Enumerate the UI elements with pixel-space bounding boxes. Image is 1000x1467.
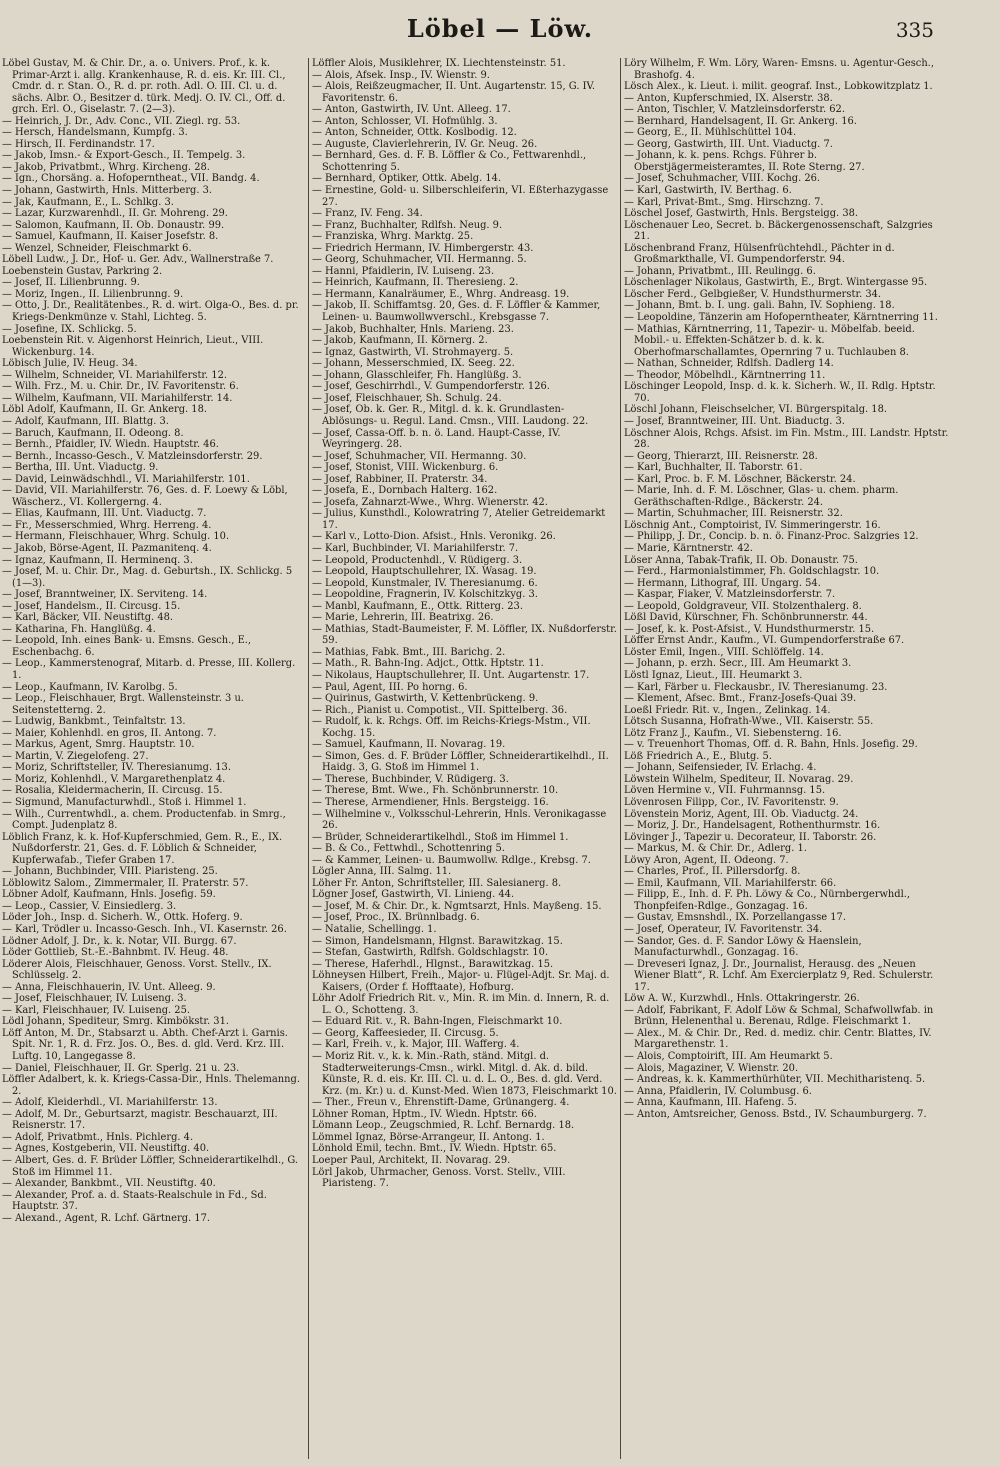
directory-entry: — Anton, Schneider, Ottk. Koslbodig. 12.: [312, 127, 517, 139]
directory-entry: Löderer Alois, Fleischhauer, Genoss. Vorst. Stellv., IX. Schlüsselg. 2.: [2, 958, 272, 982]
directory-entry: Lötsch Susanna, Hofrath-Wwe., VII. Kaiserstr. 55.: [624, 716, 874, 728]
directory-entry: — Georg, Thierarzt, III. Reisnerstr. 28.: [624, 450, 818, 462]
directory-entry: — Anton, Tischler, V. Matzleinsdorferstr. 62.: [624, 104, 845, 116]
directory-entry: — Quirinus, Gastwirth, V. Kettenbrückeng. 9.: [312, 693, 539, 705]
directory-entry: — Leopold, Productenhdl., V. Rüdigerg. 3.: [312, 554, 523, 566]
directory-entry: — Ernestine, Gold- u. Silberschleiferin, VI. Eßterhazygasse 27.: [312, 185, 609, 208]
directory-entry: — Julius, Kunsthdl., Kolowratring 7, Atelier Getreidemarkt 17.: [312, 508, 606, 531]
directory-entry: — Kaspar, Fiaker, V. Matzleinsdorferstr. 7.: [624, 589, 836, 601]
directory-entry: — Klement, Afsec. Bmt., Franz-Josefs-Quai 39.: [624, 693, 857, 705]
directory-entry: — Josef, Branntweiner, III. Unt. Biaductg. 3.: [624, 415, 845, 427]
directory-entry: — Markus, Agent, Smrg. Hauptstr. 10.: [2, 739, 195, 751]
directory-entry: — Therese, Armendiener, Hnls. Bergsteigg. 16.: [312, 797, 549, 808]
directory-entry: — Therese, Bmt. Wwe., Fh. Schönbrunnerstr. 10.: [312, 785, 559, 797]
directory-entry: — Eduard Rit. v., R. Bahn-Ingen, Fleischmarkt 10.: [312, 1016, 563, 1028]
column-1: [2, 58, 305, 1461]
directory-entry: — Simon, Handelsmann, Hlgnst. Barawitzkag. 15.: [312, 935, 563, 947]
directory-entry: — Josef, Rabbiner, II. Praterstr. 34.: [312, 473, 488, 485]
directory-entry: Löry Wilhelm, F. Wm. Löry, Waren- Emsns. u. Agentur-Gesch., Brashofg. 4.: [624, 58, 934, 81]
directory-entry: — Nathan, Schneider, Rdlfsh. Dadlerg 14.: [624, 358, 834, 370]
directory-entry: — Fr., Messerschmied, Whrg. Herreng. 4.: [2, 519, 212, 531]
directory-entry: Löster Emil, Ingen., VIII. Schlöffelg. 14.: [624, 646, 824, 658]
directory-entry: — Manbl, Kaufmann, E., Ottk. Ritterg. 23.: [312, 600, 523, 612]
directory-entry: Löffler Adalbert, k. k. Kriegs-Cassa-Dir., Hnls. Thelemanng. 2.: [2, 1074, 300, 1097]
directory-entry: — Moriz, Ingen., II. Lilienbrunng. 9.: [2, 288, 184, 300]
directory-entry: — Alexander, Prof. a. d. Staats-Realschule in Fd., Sd. Hauptstr. 37.: [2, 1189, 267, 1213]
directory-entry: — Elias, Kaufmann, III. Unt. Viaductg. 7.: [2, 508, 207, 520]
directory-entry: — Bertha, III. Unt. Viaductg. 9.: [2, 462, 159, 474]
directory-entry: — Mathias, Kärntnerring, 11, Tapezir- u. Möbelfab. beeid. Mobil.- u. Effekten-Schätzer b. d. k. k. Oberhofmarschallamtes, Opernring 7 u. Tuchlauben 8.: [624, 323, 915, 358]
directory-entry: Löhr Adolf Friedrich Rit. v., Min. R. im Min. d. Innern, R. d. L. O., Schotteng. 3.: [312, 993, 610, 1016]
directory-entry: — Moriz, Schriftsteller, IV. Theresianumg. 13.: [2, 762, 231, 774]
directory-entry: — Paul, Agent, III. Po horng. 6.: [312, 681, 468, 693]
directory-entry: Löven Hermine v., VII. Fuhrmannsg. 15.: [624, 785, 826, 797]
directory-entry: — Karl, Buchhalter, II. Taborstr. 61.: [624, 462, 803, 474]
directory-entry: — Anna, Pfaidlerin, IV. Columbusg. 6.: [624, 1085, 812, 1097]
directory-entry: — Hermann, Kanalräumer, E., Whrg. Andreasg. 19.: [312, 288, 570, 300]
directory-entry: — Ludwig, Bankbmt., Teinfaltstr. 13.: [2, 716, 186, 728]
directory-entry: — Leopoldine, Tänzerin am Hofoperntheater, Kärntnerring 11.: [624, 312, 938, 324]
directory-entry: — Josef, Geschirrhdl., V. Gumpendorferstr. 126.: [312, 381, 550, 393]
directory-entry: — Karl, Fleischhauer, IV. Luiseng. 25.: [2, 1004, 191, 1016]
directory-entry: — Theodor, Möbelhdl., Kärntnerring 11.: [624, 369, 826, 381]
directory-entry: — Wilh. Frz., M. u. Chir. Dr., IV. Favoritenstr. 6.: [2, 381, 239, 393]
directory-entry: Löser Anna, Tabak-Trafik, II. Ob. Donaustr. 75.: [624, 554, 858, 566]
directory-entry: — Josef, Handelsm., II. Circusg. 15.: [2, 600, 181, 612]
directory-entry: — v. Treuenhort Thomas, Off. d. R. Bahn, Hnls. Josefig. 29.: [624, 739, 918, 751]
directory-entry: — Sandor, Ges. d. F. Sandor Löwy & Haenslein, Manufacturwhdl., Gonzagag. 16.: [624, 935, 862, 959]
directory-entry: — Math., R. Bahn-Ing. Adjct., Ottk. Hptstr. 11.: [312, 658, 544, 670]
directory-entry: — Ign., Chorsäng. a. Hofoperntheat., VII. Bandg. 4.: [2, 173, 260, 185]
directory-entry: — Jakob, Börse-Agent, II. Pazmanitenq. 4.: [2, 542, 212, 554]
directory-entry: — Karl, Privat-Bmt., Smg. Hirschzng. 7.: [624, 196, 824, 208]
directory-entry: — Jakob, Kaufmann, II. Körnerg. 2.: [312, 335, 488, 347]
directory-entry: Löschel Josef, Gastwirth, Hnls. Bergsteigg. 38.: [624, 208, 859, 220]
directory-entry: — Josef, k. k. Post-Afsist., V. Hundsthurmerstr. 15.: [624, 623, 875, 635]
directory-entry: — Karl, Trödler u. Incasso-Gesch. Inh., VI. Kasernstr. 26.: [2, 924, 287, 936]
directory-entry: Löhneysen Hilbert, Freih., Major- u. Flügel-Adjt. Sr. Maj. d. Kaisers, (Order f. Hofftaate), Hofburg.: [312, 970, 610, 993]
directory-entry: — Adolf, Kleiderhdl., VI. Mariahilferstr. 13.: [2, 1097, 218, 1109]
directory-entry: Löffler Alois, Musiklehrer, IX. Liechtensteinstr. 51.: [312, 58, 566, 69]
directory-entry: — Josef, Fleischhauer, IV. Luiseng. 3.: [2, 993, 187, 1005]
directory-entry: Löbel Gustav, M. & Chir. Dr., a. o. Univers. Prof., k. k. Primar-Arzt i. allg. Krankenhause, R. d. eis. Kr. III. Cl., Cmdr. d. r. Stan. O., R. d. pr. roth. Adl. O. III. Cl. u. d. sächs. Albr. O., Besitzer d. türk. Medj. O. IV. Cl., Off. d. grch. Erl. O., Giselastr. 7. (2—3).: [2, 58, 286, 116]
directory-entry: — Bernhard, Handelsagent, II. Gr. Ankerg. 16.: [624, 115, 857, 127]
directory-entry: — Josef, Branntweiner, IX. Serviteng. 14.: [2, 589, 208, 601]
directory-entry: Löblowitz Salom., Zimmermaler, II. Praterstr. 57.: [2, 877, 249, 889]
column-divider: [620, 58, 621, 1459]
directory-entry: — Markus, M. & Chir. Dr., Adlerg. 1.: [624, 843, 807, 855]
directory-entry: — Johann, Glasschleifer, Fh. Hanglüßg. 3.: [312, 369, 522, 381]
directory-entry: — Johann, Messerschmied, IX. Seeg. 22.: [312, 358, 515, 370]
directory-entry: — Anna, Kaufmann, III. Hafeng. 5.: [624, 1097, 797, 1109]
directory-entry: — Georg, E., II. Mühlschüttel 104.: [624, 127, 797, 139]
directory-entry: — Leop., Kaufmann, IV. Karolbg. 5.: [2, 681, 178, 693]
directory-entry: — Josef, Schuhmacher, VIII. Kochg. 26.: [624, 173, 821, 185]
directory-entry: Lößl David, Kürschner, Fh. Schönbrunnerstr. 44.: [624, 612, 868, 624]
directory-entry: Lömmel Ignaz, Börse-Arrangeur, II. Antong. 1.: [312, 1131, 545, 1143]
directory-entry: — Bernhard, Optiker, Ottk. Abelg. 14.: [312, 173, 502, 185]
directory-entry: — Josef, Proc., IX. Brünnlbadg. 6.: [312, 912, 480, 924]
directory-entry: — David, VII. Mariahilferstr. 76, Ges. d. F. Loewy & Löbl, Wäscherz., VI. Kollergerng. 4.: [2, 485, 288, 508]
directory-entry: — Simon, Ges. d. F. Brüder Löffler, Schneiderartikelhdl., II. Haidg. 3, G. Stoß im Himmel 1.: [312, 750, 609, 774]
directory-entry: — B. & Co., Fettwhdl., Schottenring 5.: [312, 843, 505, 855]
directory-entry: — Ignaz, Kaufmann, II. Herminenq. 3.: [2, 554, 193, 566]
directory-entry: Lövinger J., Tapezir u. Decorateur, II. Taborstr. 26.: [624, 831, 877, 843]
directory-entry: — Ignaz, Gastwirth, VI. Strohmayerg. 5.: [312, 346, 514, 358]
directory-entry: — Josef, II. Lilienbrunng. 9.: [2, 277, 140, 289]
directory-entry: — Anna, Fleischhauerin, IV. Unt. Alleeg. 9.: [2, 981, 216, 993]
directory-entry: Löw A. W., Kurzwhdl., Hnls. Ottakringerstr. 26.: [624, 993, 860, 1005]
directory-entry: Lödner Adolf, J. Dr., k. k. Notar, VII. Burgg. 67.: [2, 935, 237, 947]
directory-entry: — Karl, Proc. b. F. M. Löschner, Bäckerstr. 24.: [624, 473, 856, 485]
directory-entry: — Heinrich, J. Dr., Adv. Conc., VII. Ziegl. rg. 53.: [2, 115, 241, 127]
directory-entry: — Emil, Kaufmann, VII. Mariahilferstr. 66.: [624, 877, 837, 889]
directory-entry: — Therese, Haferhdl., Hlgnst., Barawitzkag. 15.: [312, 958, 554, 970]
directory-entry: — Alois, Afsek. Insp., IV. Wienstr. 9.: [312, 69, 490, 81]
directory-entry: — Anton, Kupferschmied, IX. Alserstr. 38.: [624, 92, 833, 104]
directory-entry: — Josef, Operateur, IV. Favoritenstr. 34.: [624, 924, 823, 936]
directory-entry: Löbisch Julie, IV. Heug. 34.: [2, 358, 138, 370]
directory-entry: — Anton, Schlosser, VI. Hofmühlg. 3.: [312, 115, 498, 127]
directory-entry: Löscher Ferd., Gelbgießer, V. Hundsthurmerstr. 34.: [624, 288, 882, 300]
column-2: [312, 58, 618, 1461]
directory-entry: — Karl v., Lotto-Dion. Afsist., Hnls. Veronikg. 26.: [312, 531, 556, 543]
directory-entry: — Brüder, Schneiderartikelhdl., Stoß im Himmel 1.: [312, 831, 569, 843]
directory-entry: Lögler Anna, III. Salmg. 11.: [312, 866, 452, 878]
directory-entry: — Josef, Ob. k. Ger. R., Mitgl. d. k. k. Grundlasten-Ablösungs- u. Regul. Land. Cmsn., VIII. Laudong. 22.: [312, 404, 589, 427]
directory-entry: — Josef, Stonist, VIII. Wickenburg. 6.: [312, 462, 499, 474]
directory-entry: — Leopoldine, Fragnerin, IV. Kolschitzkyg. 3.: [312, 589, 538, 601]
directory-entry: — Alex., M. & Chir. Dr., Red. d. mediz. chir. Centr. Blattes, IV. Margarethenstr. 1.: [624, 1027, 932, 1051]
directory-entry: — Hersch, Handelsmann, Kumpfg. 3.: [2, 127, 188, 139]
directory-entry: — Andreas, k. k. Kammerthürhüter, VII. Mechitharistenq. 5.: [624, 1074, 926, 1086]
directory-entry: — Hirsch, II. Ferdinandstr. 17.: [2, 138, 155, 150]
directory-entry: — Rosalia, Kleidermacherin, II. Circusg. 15.: [2, 785, 223, 797]
directory-entry: — Josef, M. & Chir. Dr., k. Ngmtsarzt, Hnls. Mayßeng. 15.: [312, 900, 602, 912]
directory-entry: — Mathias, Stadt-Baumeister, F. M. Löffler, IX. Nußdorferstr. 59.: [312, 623, 617, 647]
directory-entry: — Jakob, II. Schiffamtsg. 20, Ges. d. F. Löffler & Kammer, Leinen- u. Baumwollwverschl., Krebsgasse 7.: [312, 300, 601, 324]
directory-entry: Loeper Paul, Architekt, II. Novarag. 29.: [312, 1154, 511, 1166]
directory-entry: — Jakob, Privatbmt., Whrg. Kircheng. 28.: [2, 161, 210, 173]
directory-entry: Löschl Johann, Fleischselcher, VI. Bürgerspitalg. 18.: [624, 404, 887, 416]
directory-entry: — Anton, Gastwirth, IV. Unt. Alleeg. 17.: [312, 104, 511, 116]
directory-entry: — Georg, Schuhmacher, VII. Hermanng. 5.: [312, 254, 527, 266]
directory-entry: — Rudolf, k. k. Rchgs. Off. im Reichs-Kriegs-Mstm., VII. Kochg. 15.: [312, 716, 591, 739]
directory-entry: — Agnes, Kostgeberin, VII. Neustiftg. 40.: [2, 1143, 210, 1155]
directory-entry: — Alois, Magaziner, V. Wienstr. 20.: [624, 1062, 799, 1074]
directory-entry: — Heinrich, Kaufmann, II. Theresieng. 2.: [312, 277, 519, 289]
directory-entry: — Charles, Prof., II. Pillersdorfg. 8.: [624, 866, 801, 878]
directory-entry: — Wilh., Currentwhdl., a. chem. Productenfab. in Smrg., Compt. Judenplatz 8.: [2, 808, 286, 832]
directory-entry: — Lazar, Kurzwarenhdl., II. Gr. Mohreng. 29.: [2, 208, 228, 220]
directory-entry: — Hanni, Pfaidlerin, IV. Luiseng. 23.: [312, 265, 495, 277]
directory-entry: Loeßl Friedr. Rit. v., Ingen., Zelinkag. 14.: [624, 704, 831, 716]
directory-entry: Löß Friedrich A., E., Blutg. 5.: [624, 750, 772, 762]
directory-entry: — Wilhelmine v., Volksschul-Lehrerin, Hnls. Veronikagasse 26.: [312, 808, 607, 832]
directory-entry: Löschinger Leopold, Insp. d. k. k. Sicherh. W., II. Rdlg. Hptstr. 70.: [624, 381, 936, 404]
directory-entry: — Leopold, Hauptschullehrer, IX. Wasag. 19.: [312, 566, 537, 578]
directory-entry: — Martin, V. Ziegelofeng. 27.: [2, 750, 149, 762]
directory-entry: — Karl, Bäcker, VII. Neustiftg. 48.: [2, 612, 174, 624]
directory-entry: — Leopold, Kunstmaler, IV. Theresianumg. 6.: [312, 577, 538, 589]
directory-entry: Löff Anton, M. Dr., Stabsarzt u. Abth. Chef-Arzt i. Garnis. Spit. Nr. 1, R. d. Frz. Jos. O., Bes. d. gld. Verd. Krz. III. Luftg. 10, Langegasse 8.: [2, 1027, 288, 1063]
directory-entry: — Jakob, Imsn.- & Export-Gesch., II. Tempelg. 3.: [2, 150, 246, 162]
directory-entry: Lögner Josef, Gastwirth, VI. Linieng. 44.: [312, 889, 515, 901]
directory-entry: — Josefa, E., Dornbach Halterg. 162.: [312, 485, 498, 497]
directory-entry: — Franz, IV. Feng. 34.: [312, 208, 423, 220]
directory-entry: — Rich., Pianist u. Compotist., VII. Spittelberg. 36.: [312, 704, 568, 716]
directory-entry: — Mathias, Fabk. Bmt., III. Barichg. 2.: [312, 646, 506, 658]
directory-entry: Löbl Adolf, Kaufmann, II. Gr. Ankerg. 18.: [2, 404, 208, 416]
directory-entry: — Ferd., Harmonialstimmer, Fh. Goldschlagstr. 10.: [624, 566, 880, 578]
directory-entry: — Karl, Freih. v., k. Major, III. Wafferg. 4.: [312, 1039, 520, 1051]
directory-entry: — Samuel, Kaufmann, II. Kaiser Josefstr. 8.: [2, 231, 219, 243]
directory-entry: — Josef, M. u. Chir. Dr., Mag. d. Geburtsh., IX. Schlickg. 5 (1—3).: [2, 566, 293, 589]
directory-entry: Löschner Alois, Rchgs. Afsist. im Fin. Mstm., III. Landstr. Hptstr. 28.: [624, 427, 949, 451]
directory-entry: — Stefan, Gastwirth, Rdlfsh. Goldschlagstr. 10.: [312, 947, 549, 959]
directory-entry: — Philipp, J. Dr., Concip. b. n. ö. Finanz-Proc. Salzgries 12.: [624, 531, 919, 543]
directory-entry: Löschenbrand Franz, Hülsenfrüchtehdl., Pächter in d. Großmarkthalle, VI. Gumpendorferstr. 94.: [624, 242, 895, 266]
directory-entry: — Baruch, Kaufmann, II. Odeong. 8.: [2, 427, 184, 439]
directory-entry: — Bernh., Incasso-Gesch., V. Matzleinsdorferstr. 29.: [2, 450, 263, 462]
directory-entry: — Samuel, Kaufmann, II. Novarag. 19.: [312, 739, 506, 751]
directory-entry: — Leopold, Inh. eines Bank- u. Emsns. Gesch., E., Eschenbachg. 6.: [2, 635, 252, 658]
directory-entry: Löbell Ludw., J. Dr., Hof- u. Ger. Adv., Wallnerstraße 7.: [2, 254, 274, 266]
directory-entry: Lönhold Emil, techn. Bmt., IV. Wiedn. Hptstr. 65.: [312, 1143, 557, 1155]
directory-entry: — Marie, Inh. d. F. M. Löschner, Glas- u. chem. pharm. Geräthschaften-Rdlge., Bäckerstr. 24.: [624, 485, 899, 508]
directory-entry: Löschnig Ant., Comptoirist, IV. Simmeringerstr. 16.: [624, 519, 881, 531]
page-header: [0, 14, 1000, 52]
directory-entry: — Karl, Buchbinder, VI. Mariahilferstr. 7.: [312, 542, 519, 554]
directory-entry: — Hermann, Lithograf, III. Ungarg. 54.: [624, 577, 821, 589]
directory-entry: Löbner Adolf, Kaufmann, Hnls. Josefig. 59.: [2, 889, 216, 901]
directory-entry: — Marie, Kärntnerstr. 42.: [624, 542, 753, 554]
directory-entry: — & Kammer, Leinen- u. Baumwollw. Rdlge., Krebsg. 7.: [312, 854, 591, 866]
directory-entry: — Bernh., Pfaidler, IV. Wiedn. Hauptstr. 46.: [2, 439, 219, 451]
directory-entry: — Therese, Buchbinder, V. Rüdigerg. 3.: [312, 773, 509, 785]
directory-entry: — Adolf, M. Dr., Geburtsarzt, magistr. Beschauarzt, III. Reisnerstr. 17.: [2, 1108, 278, 1132]
directory-entry: — Filipp, E., Inh. d. F. Ph. Löwy & Co., Nürnbergerwhdl., Thonpfeifen-Rdlge., Gonzagag. 16.: [624, 889, 911, 912]
directory-entry: — Adolf, Privatbmt., Hnls. Pichlerg. 4.: [2, 1131, 194, 1143]
directory-entry: Löblich Franz, k. k. Hof-Kupferschmied, Gem. R., E., IX. Nußdorferstr. 21, Ges. d. F. Löblich & Schneider, Kupferwafab., Tiefer Graben 17.: [2, 831, 283, 866]
directory-entry: — Natalie, Schellingg. 1.: [312, 924, 437, 936]
directory-entry: — Johann, Seifensieder, IV. Erlachg. 4.: [624, 762, 817, 774]
directory-entry: Löwy Aron, Agent, II. Odeong. 7.: [624, 854, 789, 866]
directory-entry: — David, Leinwädschhdl., VI. Mariahilferstr. 101.: [2, 473, 250, 485]
directory-entry: Loebenstein Gustav, Parkring 2.: [2, 265, 163, 277]
column-divider: [308, 58, 309, 1459]
directory-entry: Lömann Leop., Zeugschmied, R. Lchf. Bernardg. 18.: [312, 1120, 575, 1132]
directory-entry: — Jak, Kaufmann, E., L. Schlkg. 3.: [2, 196, 174, 208]
directory-entry: — Daniel, Fleischhauer, II. Gr. Sperlg. 21 u. 23.: [2, 1062, 240, 1074]
directory-entry: — Otto, J. Dr., Realitätenbes., R. d. wirt. Olga-O., Bes. d. pr. Kriegs-Denkmünze v. Stahl, Lichteg. 5.: [2, 300, 299, 324]
directory-entry: Löschenauer Leo, Secret. b. Bäckergenossenschaft, Salzgries 21.: [624, 219, 933, 243]
directory-entry: — Marie, Lehrerin, III. Beatrixg. 26.: [312, 612, 494, 624]
directory-entry: — Bernhard, Ges. d. F. B. Löffler & Co., Fettwarenhdl., Schottenring 5.: [312, 150, 587, 173]
directory-entry: — Jakob, Buchhalter, Hnls. Marieng. 23.: [312, 323, 514, 335]
directory-entry: Löstl Ignaz, Lieut., III. Heumarkt 3.: [624, 669, 803, 681]
directory-entry: Loebenstein Rit. v. Aigenhorst Heinrich, Lieut., VIII. Wickenburg. 14.: [2, 335, 264, 358]
directory-entry: — Josefa, Zahnarzt-Wwe., Whrg. Wienerstr. 42.: [312, 496, 548, 508]
directory-entry: Lövenstein Moriz, Agent, III. Ob. Viaductg. 24.: [624, 808, 859, 820]
directory-entry: — Auguste, Clavierlehrerin, IV. Gr. Neug. 26.: [312, 138, 538, 150]
directory-entry: — Alois, Comptoirift, III. Am Heumarkt 5.: [624, 1051, 833, 1063]
directory-entry: — Alexander, Bankbmt., VII. Neustiftg. 40.: [2, 1178, 216, 1190]
directory-entry: Lösch Alex., k. Lieut. i. milit. geograf. Inst., Lobkowitzplatz 1.: [624, 81, 933, 93]
directory-entry: — Dreveseri Ignaz, J. Dr., Journalist, Herausg. des „Neuen Wiener Blatt“, R. Lchf. Am Exercierplatz 9, Red. Schulerstr. 17.: [624, 958, 934, 993]
directory-entry: Löffer Ernst Andr., Kaufm., VI. Gumpendorferstraße 67.: [624, 635, 905, 647]
directory-entry: — Moriz, Kohlenhdl., V. Margarethenplatz 4.: [2, 773, 226, 785]
page-number: 335: [895, 18, 934, 42]
directory-entry: — Johann, Gastwirth, Hnls. Mitterberg. 3.: [2, 185, 213, 197]
directory-entry: — Franziska, Whrg. Marktg. 25.: [312, 231, 474, 243]
directory-entry: — Martin, Schuhmacher, III. Reisnerstr. 32.: [624, 508, 843, 520]
directory-entry: — Albert, Ges. d. F. Brüder Löffler, Schneiderartikelhdl., G. Stoß im Himmel 11.: [2, 1154, 299, 1178]
column-3: [624, 58, 950, 1461]
directory-entry: — Friedrich Hermann, IV. Himbergerstr. 43.: [312, 242, 534, 254]
directory-entry: — Maier, Kohlenhdl. en gros, II. Antong. 7.: [2, 727, 217, 739]
directory-entry: Löder Gottlieb, St.-E.-Bahnbmt. IV. Heug. 48.: [2, 947, 229, 959]
directory-entry: — Ther., Freun v., Ehrenstift-Dame, Grünangerg. 4.: [312, 1097, 570, 1109]
directory-entry: — Alexand., Agent, R. Lchf. Gärtnerg. 17.: [2, 1212, 211, 1224]
directory-entry: — Adolf, Fabrikant, F. Adolf Löw & Schmal, Schafwollwfab. in Brünn, Helenenthal u. Berenau, Rdlge. Fleischmarkt 1.: [624, 1004, 934, 1028]
page-title: Löbel — Löw.: [406, 14, 594, 43]
directory-entry: Löder Joh., Insp. d. Sicherh. W., Ottk. Hoferg. 9.: [2, 912, 243, 924]
directory-entry: — Adolf, Kaufmann, III. Blattg. 3.: [2, 415, 169, 427]
directory-entry: — Georg, Gastwirth, III. Unt. Viaductg. 7.: [624, 138, 833, 150]
directory-entry: Lödl Johann, Spediteur, Smrg. Kimbökstr. 31.: [2, 1016, 230, 1028]
directory-entry: — Leop., Cassier, V. Einsiedlerg. 3.: [2, 900, 177, 912]
directory-entry: — Hermann, Fleischhauer, Whrg. Schulg. 10.: [2, 531, 230, 543]
directory-entry: — Nikolaus, Hauptschullehrer, II. Unt. Augartenstr. 17.: [312, 669, 590, 681]
directory-entry: Lötz Franz J., Kaufm., VI. Siebensterng. 16.: [624, 727, 842, 739]
directory-entry: Lövenrosen Filipp, Cor., IV. Favoritenstr. 9.: [624, 797, 839, 808]
directory-entry: — Franz, Buchhalter, Rdlfsh. Neug. 9.: [312, 219, 503, 231]
directory-entry: — Karl, Färber u. Fleckausbr., IV. Theresianumg. 23.: [624, 681, 888, 693]
directory-entry: — Moriz Rit. v., k. k. Min.-Rath, ständ. Mitgl. d. Stadterweiterungs-Cmsn., wirkl. Mitgl. d. Ak. d. bild. Künste, R. d. eis. Kr. III. Cl. u. d. L. O., Bes. d. gld. Verd. Krz. (m. Kr.) u. d. Kunst-Med. Wien 1873, Fleischmarkt 10.: [312, 1051, 617, 1097]
directory-entry: Löwstein Wilhelm, Spediteur, II. Novarag. 29.: [624, 773, 854, 785]
directory-entry: — Salomon, Kaufmann, II. Ob. Donaustr. 99.: [2, 219, 225, 231]
directory-entry: — Katharina, Fh. Hanglüßg. 4.: [2, 623, 156, 635]
directory-entry: — Leop., Fleischhauer, Brgt. Wallensteinstr. 3 u. Seitenstetterng. 2.: [2, 693, 244, 716]
directory-entry: Löher Fr. Anton, Schriftsteller, III. Salesianerg. 8.: [312, 877, 562, 889]
directory-entry: — Leopold, Goldgraveur, VII. Stolzenthalerg. 8.: [624, 600, 862, 612]
directory-entry: — Josef, Schuhmacher, VII. Hermanng. 30.: [312, 450, 527, 462]
directory-entry: — Josef, Fleischhauer, Sh. Schulg. 24.: [312, 392, 502, 404]
directory-entry: — Johann, k. k. pens. Rchgs. Führer b. Oberstjägermeisteramtes, II. Rote Sterng. 27.: [624, 150, 865, 173]
directory-entry: — Alois, Reißzeugmacher, II. Unt. Augartenstr. 15, G. IV. Favoritenstr. 6.: [312, 81, 596, 104]
directory-entry: — Josef, Cassa-Off. b. n. ö. Land. Haupt-Casse, IV. Weyringerg. 28.: [312, 427, 561, 451]
directory-entry: — Georg, Kaffeesieder, II. Circusg. 5.: [312, 1027, 499, 1039]
directory-entry: — Leop., Kammerstenograf, Mitarb. d. Presse, III. Kollerg. 1.: [2, 658, 296, 681]
directory-entry: — Sigmund, Manufacturwhdl., Stoß i. Himmel 1.: [2, 797, 247, 808]
directory-entry: — Anton, Amtsreicher, Genoss. Bstd., IV. Schaumburgerg. 7.: [624, 1108, 927, 1120]
directory-entry: — Johann, Privatbmt., III. Reulingg. 6.: [624, 265, 816, 277]
directory-entry: — Wenzel, Schneider, Fleischmarkt 6.: [2, 242, 192, 254]
directory-entry: Löhner Roman, Hptm., IV. Wiedn. Hptstr. 66.: [312, 1108, 537, 1120]
directory-entry: Lörl Jakob, Uhrmacher, Genoss. Vorst. Stellv., VIII. Piaristeng. 7.: [312, 1166, 566, 1190]
directory-entry: Löschenlager Nikolaus, Gastwirth, E., Brgt. Wintergasse 95.: [624, 277, 928, 289]
directory-entry: — Johann, Buchbinder, VIII. Piaristeng. 25.: [2, 866, 218, 878]
directory-entry: — Moriz, J. Dr., Handelsagent, Rothenthurmstr. 16.: [624, 820, 881, 832]
directory-entry: — Wilhelm, Kaufmann, VII. Mariahilferstr. 14.: [2, 392, 233, 404]
directory-entry: — Gustav, Emsnshdl., IX. Porzellangasse 17.: [624, 912, 846, 924]
directory-entry: — Josefine, IX. Schlickg. 5.: [2, 323, 137, 335]
directory-entry: — Johann, p. erzh. Secr., III. Am Heumarkt 3.: [624, 658, 852, 670]
directory-entry: — Karl, Gastwirth, IV. Berthag. 6.: [624, 185, 792, 197]
directory-entry: — Johann, Bmt. b. I. ung. gali. Bahn, IV. Sophieng. 18.: [624, 300, 895, 312]
directory-entry: — Wilhelm, Schneider, VI. Mariahilferstr. 12.: [2, 369, 228, 381]
